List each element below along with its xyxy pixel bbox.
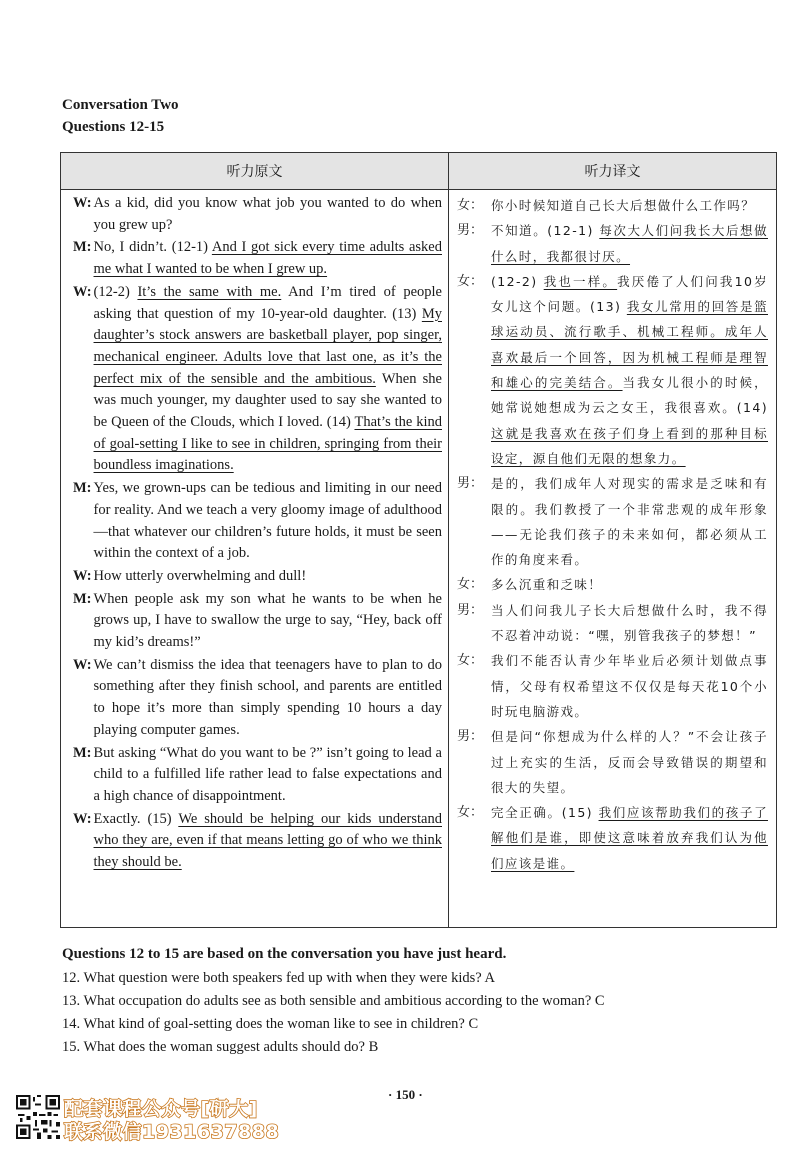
turn-text — [94, 743, 442, 808]
dialogue-turn — [457, 572, 768, 597]
speaker-label: W: — [73, 810, 92, 827]
text-segment: As a kid, did you know what job you wanted to do when you grew up? — [93, 195, 442, 233]
transcript-table — [60, 152, 777, 928]
speaker-label: 女： — [457, 805, 484, 821]
turn-text — [491, 724, 768, 800]
dialogue-turn — [73, 809, 442, 874]
header-original-text: 听力原文 — [61, 153, 449, 190]
dialogue-turn — [73, 237, 442, 280]
underlined-answer-text: 我也一样。 — [543, 273, 618, 289]
turn-text — [94, 282, 442, 477]
underlined-answer-text: 这就是我喜欢在孩子们身上看到的那种目标设定，源自他们无限的想象力。 — [491, 425, 768, 466]
dialogue-turn — [73, 282, 442, 477]
dialogue-turn — [73, 193, 442, 236]
turn-text — [491, 572, 768, 597]
text-segment: But asking “What do you want to be ?” isn’t going to lead a child to a fulfilled life rather lead to false expectations and a high chance of disappointment. — [93, 744, 442, 804]
qr-code-icon — [16, 1095, 60, 1139]
turn-text — [94, 655, 442, 742]
dialogue-turn — [73, 478, 442, 565]
dialogue-turn — [457, 193, 768, 218]
text-segment: No, I didn’t. (12-1) — [93, 239, 212, 256]
dialogue-turn — [457, 218, 768, 269]
speaker-label: M: — [73, 590, 92, 607]
watermark-line-1: 配套课程公众号[研大] — [64, 1098, 258, 1120]
speaker-label: 女： — [457, 273, 484, 289]
text-segment: 是的，我们成年人对现实的需求是乏味和有限的。我们教授了一个非常悲观的成年形象——无论我们孩子的未来如何，都必须从工作的角度来看。 — [491, 476, 768, 568]
turn-text — [491, 193, 768, 218]
speaker-label: 男： — [457, 602, 484, 618]
speaker-label: 女： — [457, 577, 484, 593]
speaker-label: 男： — [457, 729, 484, 745]
speaker-label: 女： — [457, 653, 484, 669]
speaker-label: W: — [73, 656, 92, 673]
turn-text — [94, 589, 442, 654]
question-12: 12. What question were both speakers fed up with when they were kids? A — [62, 970, 496, 986]
text-segment: 当人们问我儿子长大后想做什么时，我不得不忍着冲动说：“嘿，别管我孩子的梦想！” — [491, 602, 768, 644]
speaker-label: M: — [73, 744, 92, 761]
text-segment: And I’m tired of people asking that question of my 10-year-old daughter. (13) — [93, 283, 442, 322]
header-translation: 听力译文 — [449, 153, 777, 190]
text-segment: When people ask my son what he wants to be when he grows up, I have to swallow the urge to say, “Hey, back off my kid’s dreams!” — [93, 590, 442, 651]
speaker-label: M: — [73, 480, 92, 497]
text-segment: 完全正确。(15) — [491, 805, 599, 821]
text-segment: Exactly. (15) — [93, 810, 179, 827]
text-segment: 我们不能否认青少年毕业后必须计划做点事情，父母有权希望这不仅仅是每天花10个小时玩电脑游戏。 — [491, 653, 768, 719]
speaker-label: 男： — [457, 223, 484, 239]
speaker-label: 男： — [457, 476, 484, 492]
text-segment: When she was much younger, my daughter used to say she wanted to be Queen of the Clouds, which I loved. (14) — [93, 370, 442, 431]
underlined-answer-text: We should be helping our kids understand who they are, even if that means letting go of who we think they should be. — [93, 810, 442, 871]
section-title: Conversation Two — [62, 97, 179, 113]
turn-text — [94, 193, 442, 236]
turn-text — [94, 237, 442, 280]
turn-text — [491, 648, 768, 724]
turn-text — [94, 566, 442, 588]
turn-text — [491, 218, 768, 269]
underlined-answer-text: My daughter’s stock answers are basketball player, pop singer, mechanical engineer. Adults love that last one, as it’s the perfect mix of the sensible and the ambitious. — [93, 305, 442, 387]
turn-text — [491, 269, 768, 471]
speaker-label: W: — [73, 283, 92, 300]
underlined-answer-text: 每次大人们问我长大后想做什么时，我都很讨厌。 — [491, 223, 768, 264]
dialogue-turn — [457, 800, 768, 876]
dialogue-turn — [457, 648, 768, 724]
text-segment: We can’t dismiss the idea that teenagers have to plan to do something after they finish school, and parents are entitled to hope it’s more than simply spending 10 hours a day playing computer games. — [93, 656, 442, 738]
chinese-translation — [449, 190, 776, 876]
underlined-answer-text: It’s the same with me. — [137, 283, 282, 300]
text-segment: 多么沉重和乏味！ — [491, 577, 603, 593]
dialogue-turn — [73, 655, 442, 742]
text-segment: 但是问“你想成为什么样的人？”不会让孩子过上充实的生活，反而会导致错误的期望和很大的失望。 — [491, 729, 768, 795]
page-number: · 150 · — [388, 1087, 423, 1102]
turn-text — [94, 478, 442, 565]
dialogue-turn — [73, 743, 442, 808]
text-segment: 我厌倦了人们问我10岁女儿这个问题。(13) — [491, 273, 768, 315]
speaker-label: 女： — [457, 198, 484, 213]
dialogue-turn — [457, 471, 768, 572]
underlined-answer-text: That’s the kind of goal-setting I like to see in children, springing from their boundless imaginations. — [93, 414, 442, 474]
watermark-line-2: 联系微信1931637888 — [64, 1121, 280, 1143]
underlined-answer-text: And I got sick every time adults asked me what I wanted to be when I grew up. — [93, 239, 442, 278]
text-segment: 你小时候知道自己长大后想做什么工作吗？ — [491, 198, 756, 213]
dialogue-turn — [457, 269, 768, 471]
question-13: 13. What occupation do adults see as both sensible and ambitious according to the woman? C — [62, 993, 605, 1009]
text-segment: (12-2) — [93, 283, 138, 300]
questions-range: Questions 12-15 — [62, 119, 165, 135]
underlined-answer-text: 我女儿常用的回答是篮球运动员、流行歌手、机械工程师。成年人喜欢最后一个回答，因为机械工程师是理智和雄心的完美结合。 — [491, 299, 768, 391]
turn-text — [491, 800, 768, 876]
turn-text — [94, 809, 442, 874]
turn-text — [491, 598, 768, 649]
speaker-label: W: — [73, 567, 92, 584]
dialogue-turn — [457, 724, 768, 800]
text-segment: Yes, we grown-ups can be tedious and limiting in our need for reality. And we teach a very gloomy image of adulthood—that whatever our children’s future holds, it must be seen within the context of a job. — [93, 480, 442, 562]
dialogue-turn — [73, 589, 442, 654]
text-segment: How utterly overwhelming and dull! — [93, 567, 307, 584]
text-segment: 当我女儿很小的时候，她常说她想成为云之女王，我很喜欢。(14) — [491, 375, 768, 416]
text-segment: 不知道。(12-1) — [491, 223, 600, 239]
turn-text — [491, 471, 768, 572]
speaker-label: W: — [73, 195, 92, 211]
text-segment: (12-2) — [491, 273, 544, 289]
question-15: 15. What does the woman suggest adults should do? B — [62, 1039, 379, 1055]
underlined-answer-text: 我们应该帮助我们的孩子了解他们是谁，即使这意味着放弃我们认为他们应该是谁。 — [491, 805, 768, 871]
english-transcript — [61, 190, 448, 874]
questions-heading: Questions 12 to 15 are based on the conversation you have just heard. — [62, 946, 507, 962]
question-14: 14. What kind of goal-setting does the woman like to see in children? C — [62, 1016, 479, 1032]
speaker-label: M: — [73, 239, 92, 256]
dialogue-turn — [73, 566, 442, 588]
dialogue-turn — [457, 598, 768, 649]
